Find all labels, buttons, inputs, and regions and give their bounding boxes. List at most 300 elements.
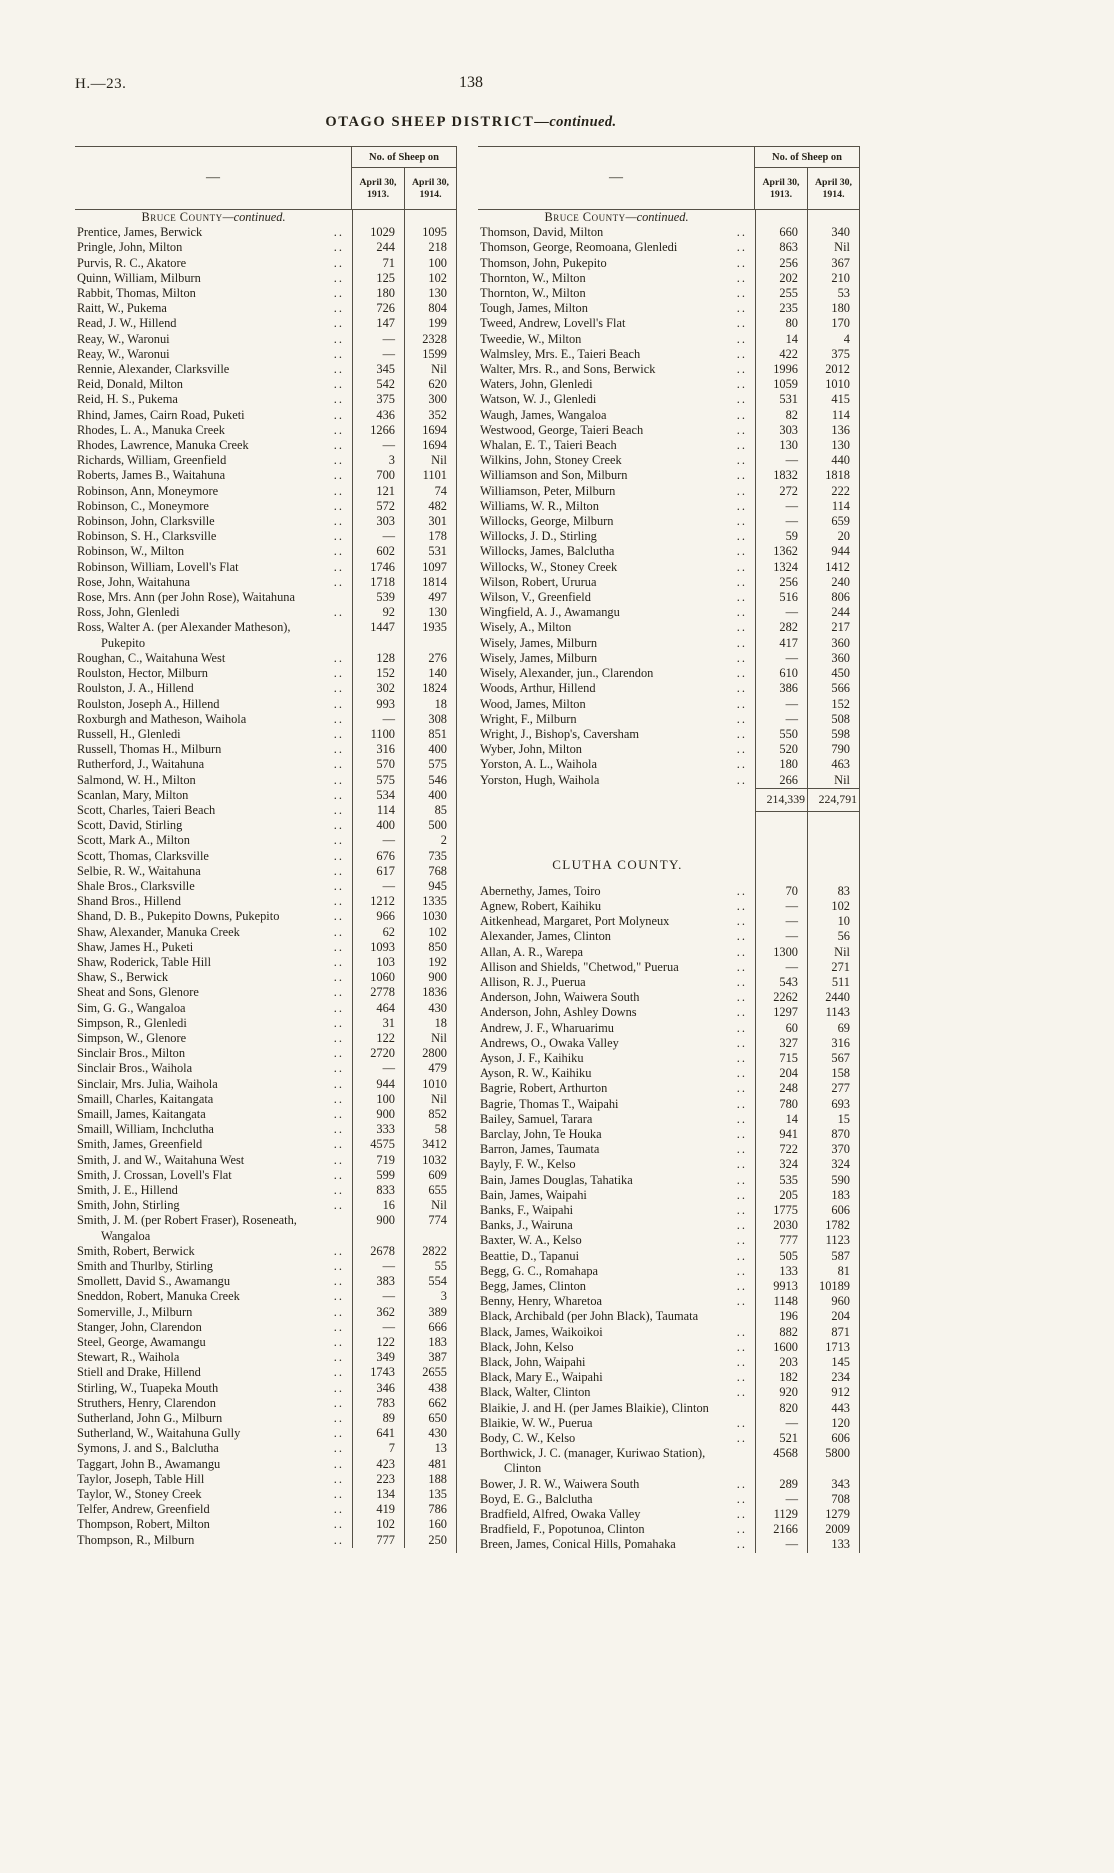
sheep-1913: 205 — [755, 1188, 807, 1203]
owner-name: Scott, Charles, Taieri Beach — [77, 802, 216, 817]
owner-name-cell — [478, 1051, 755, 1066]
dot-leader: .. — [333, 1091, 344, 1106]
dot-leader: .. — [333, 1517, 344, 1532]
sheep-1913: 900 — [352, 1213, 404, 1243]
sheep-1914: 1412 — [807, 560, 859, 575]
dot-leader: .. — [736, 225, 747, 240]
sheep-1913: 1266 — [352, 423, 404, 438]
sheep-1913: 1129 — [755, 1507, 807, 1522]
owner-name: Wilson, V., Greenfield — [480, 590, 591, 605]
sheep-1914: 2440 — [807, 990, 859, 1005]
owner-name: Rabbit, Thomas, Milton — [77, 286, 196, 301]
dot-leader: .. — [736, 316, 747, 331]
dot-leader: .. — [736, 620, 747, 635]
sheep-1913: 14 — [755, 1112, 807, 1127]
owner-name-cell — [75, 1107, 352, 1122]
owner-name-cell — [75, 286, 352, 301]
sheep-1913: 122 — [352, 1031, 404, 1046]
owner-name-cell — [478, 575, 755, 590]
owner-name-cell — [478, 1081, 755, 1096]
dot-leader: .. — [736, 1096, 747, 1111]
table-row — [478, 960, 859, 975]
owner-name: Bradfield, Alfred, Owaka Valley — [480, 1507, 641, 1522]
owner-name: Smith, J. and W., Waitahuna West — [77, 1152, 245, 1167]
owner-name-cell — [75, 1487, 352, 1502]
owner-name-cell — [75, 1016, 352, 1031]
sheep-1913: 303 — [755, 423, 807, 438]
table-row — [478, 1173, 859, 1188]
sheep-1913: 82 — [755, 408, 807, 423]
owner-name: Shaw, Roderick, Table Hill — [77, 954, 212, 969]
section-label — [478, 210, 755, 225]
dot-leader: .. — [736, 1339, 747, 1354]
owner-name: Bagrie, Robert, Arthurton — [480, 1081, 608, 1096]
dot-leader: .. — [333, 985, 344, 1000]
table-row — [75, 712, 456, 727]
owner-name-cell — [478, 362, 755, 377]
owner-name-cell — [75, 1320, 352, 1335]
table-row — [75, 1274, 456, 1289]
sheep-1914: 606 — [807, 1431, 859, 1446]
table-row — [75, 468, 456, 483]
dot-leader: .. — [736, 605, 747, 620]
document-title-suffix: —continued. — [534, 114, 617, 130]
dot-leader: .. — [333, 666, 344, 681]
dot-leader: .. — [333, 878, 344, 893]
dot-leader: .. — [736, 1035, 747, 1050]
table-row — [75, 423, 456, 438]
owner-name: Prentice, James, Berwick — [77, 225, 203, 240]
owner-name: Begg, James, Clinton — [480, 1279, 587, 1293]
owner-name: Abernethy, James, Toiro — [480, 883, 601, 898]
sheep-1913: 617 — [352, 864, 404, 879]
owner-name: Beattie, D., Tapanui — [480, 1248, 580, 1263]
sheep-1913: 248 — [755, 1081, 807, 1096]
dot-leader: .. — [333, 772, 344, 787]
sheep-1913: — — [755, 453, 807, 468]
sheep-1913: 134 — [352, 1487, 404, 1502]
dot-leader: .. — [736, 974, 747, 989]
dot-leader: .. — [736, 514, 747, 529]
table-row — [75, 1457, 456, 1472]
owner-name-cell — [75, 1061, 352, 1076]
sheep-1913: 534 — [352, 788, 404, 803]
owner-name-cell — [75, 1396, 352, 1411]
dot-leader: .. — [333, 544, 344, 559]
sheep-1913: 180 — [755, 757, 807, 772]
sheep-1913: — — [755, 514, 807, 529]
owner-name-cell — [75, 316, 352, 331]
sheep-1913: 324 — [755, 1157, 807, 1172]
owner-name-cell — [478, 408, 755, 423]
dot-leader: .. — [333, 1015, 344, 1030]
owner-name-cell — [478, 1477, 755, 1492]
dot-leader: .. — [736, 301, 747, 316]
sheep-1913: 863 — [755, 240, 807, 255]
table-row — [75, 833, 456, 848]
dot-leader: .. — [333, 787, 344, 802]
sheep-1914: 440 — [807, 453, 859, 468]
county-section-header — [75, 210, 456, 225]
sheep-1914: 546 — [404, 773, 456, 788]
owner-name-cell — [478, 1066, 755, 1081]
owner-name-cell — [478, 453, 755, 468]
owner-name-cell — [75, 1259, 352, 1274]
sheep-1913: — — [755, 1416, 807, 1431]
sheep-1913: 125 — [352, 271, 404, 286]
april-1913-header: April 30, 1913. — [359, 176, 397, 200]
sheep-1913: 783 — [352, 1396, 404, 1411]
sheep-1913: 152 — [352, 666, 404, 681]
sheep-1914: 851 — [404, 727, 456, 742]
sheep-1914: 271 — [807, 960, 859, 975]
sheep-1913: 833 — [352, 1183, 404, 1198]
sheep-1913: — — [352, 712, 404, 727]
sheep-1913: 543 — [755, 975, 807, 990]
sheep-1913: — — [352, 879, 404, 894]
sheep-1914: 13 — [404, 1441, 456, 1456]
owner-name-cell — [75, 925, 352, 940]
dot-leader: .. — [736, 407, 747, 422]
sheep-1913: 147 — [352, 316, 404, 331]
sheep-1913: 2720 — [352, 1046, 404, 1061]
table-row — [478, 453, 859, 468]
table-row — [478, 1492, 859, 1507]
sheep-1913: 520 — [755, 742, 807, 757]
sheep-1914: 566 — [807, 681, 859, 696]
owner-name: Symons, J. and S., Balclutha — [77, 1441, 219, 1456]
sheep-1914: 1279 — [807, 1507, 859, 1522]
sheep-1913: 1996 — [755, 362, 807, 377]
sheep-1914: 130 — [404, 605, 456, 620]
table-row — [478, 1112, 859, 1127]
sheep-1913: 327 — [755, 1036, 807, 1051]
owner-name-cell — [478, 1416, 755, 1431]
owner-name: Thomson, David, Milton — [480, 225, 604, 240]
dot-leader: .. — [333, 483, 344, 498]
owner-name-cell — [75, 377, 352, 392]
sheep-1914: 183 — [404, 1335, 456, 1350]
dot-leader: .. — [333, 468, 344, 483]
sheep-1914: 790 — [807, 742, 859, 757]
owner-name: Smaill, Charles, Kaitangata — [77, 1091, 214, 1106]
owner-name: Rhodes, L. A., Manuka Creek — [77, 422, 225, 437]
table-row — [75, 742, 456, 757]
sheep-1913: 102 — [352, 1517, 404, 1532]
sheep-1914: 850 — [404, 940, 456, 955]
owner-name-cell — [478, 1249, 755, 1264]
owner-name: Shaw, James H., Puketi — [77, 939, 194, 954]
sheep-1914: 463 — [807, 757, 859, 772]
total-sheep-1913: 214,339 — [755, 788, 807, 812]
table-row — [478, 1066, 859, 1081]
sheep-1914: 136 — [807, 423, 859, 438]
dot-leader: .. — [333, 1152, 344, 1167]
sheep-1913: — — [352, 1061, 404, 1076]
table-row — [478, 271, 859, 286]
dot-leader: .. — [736, 1324, 747, 1339]
sheep-1913: 780 — [755, 1097, 807, 1112]
dot-leader: .. — [736, 742, 747, 757]
dot-leader: .. — [736, 1522, 747, 1537]
sheep-1914: Nil — [807, 945, 859, 960]
owner-name-cell — [478, 712, 755, 727]
sheep-1914: 806 — [807, 590, 859, 605]
owner-name: Robinson, William, Lovell's Flat — [77, 559, 239, 574]
owner-name: Purvis, R. C., Akatore — [77, 255, 187, 270]
sheep-1913: 80 — [755, 316, 807, 331]
sheep-1914: 1032 — [404, 1153, 456, 1168]
table-row — [478, 377, 859, 392]
section-label-text: Bruce County — [544, 210, 626, 224]
sheep-1914: 1335 — [404, 894, 456, 909]
owner-name: Roulston, Joseph A., Hillend — [77, 696, 220, 711]
document-reference: H.—23. — [75, 76, 127, 92]
owner-name: Watson, W. J., Glenledi — [480, 392, 597, 407]
table-row — [478, 1477, 859, 1492]
sheep-1914: 18 — [404, 697, 456, 712]
sheep-1914: 1101 — [404, 468, 456, 483]
sheep-1914: 114 — [807, 408, 859, 423]
sheep-1913: 417 — [755, 636, 807, 651]
table-row — [478, 1188, 859, 1203]
sheep-1914: 1713 — [807, 1340, 859, 1355]
owner-name: Breen, James, Conical Hills, Pomahaka — [480, 1537, 676, 1552]
table-row — [75, 849, 456, 864]
owner-name: Rutherford, J., Waitahuna — [77, 757, 205, 772]
dot-leader: .. — [333, 802, 344, 817]
owner-name: Scott, Mark A., Milton — [77, 833, 190, 848]
owner-name: Barron, James, Taumata — [480, 1142, 600, 1157]
table-row — [75, 1502, 456, 1517]
sheep-1914: 774 — [404, 1213, 456, 1243]
sheep-1914: 2328 — [404, 332, 456, 347]
sheep-1913: 282 — [755, 620, 807, 635]
sheep-1913: 966 — [352, 909, 404, 924]
total-sheep-1914: 224,791 — [807, 788, 859, 812]
sheep-1913: 1743 — [352, 1365, 404, 1380]
table-row — [478, 408, 859, 423]
owner-name: Scanlan, Mary, Milton — [77, 787, 189, 802]
sheep-1913: 303 — [352, 514, 404, 529]
table-row — [75, 240, 456, 255]
dot-leader: .. — [736, 772, 747, 787]
sheep-1914: 500 — [404, 818, 456, 833]
owner-name-cell — [478, 757, 755, 772]
dot-leader: .. — [736, 696, 747, 711]
table-row — [75, 1320, 456, 1335]
owner-name: Smaill, James, Kaitangata — [77, 1106, 206, 1121]
owner-name: Reay, W., Waronui — [77, 331, 170, 346]
owner-name: Rose, John, Waitahuna — [77, 574, 191, 589]
sheep-1913: 9913 — [755, 1279, 807, 1294]
owner-name: Blaikie, W. W., Puerua — [480, 1415, 593, 1430]
owner-name-cell — [75, 681, 352, 696]
sheep-1913: 539 — [352, 590, 404, 605]
table-row — [75, 225, 456, 240]
sheep-1913: 3 — [352, 453, 404, 468]
table-row — [478, 468, 859, 483]
table-body-right — [478, 210, 859, 1553]
owner-name-cell — [75, 544, 352, 559]
owner-name: Boyd, E. G., Balclutha — [480, 1491, 593, 1506]
owner-name: Telfer, Andrew, Greenfield — [77, 1502, 210, 1517]
table-row — [75, 818, 456, 833]
dot-leader: .. — [736, 726, 747, 741]
dot-leader: .. — [736, 1202, 747, 1217]
sheep-1913: 244 — [352, 240, 404, 255]
sheep-1914: 183 — [807, 1188, 859, 1203]
sheep-1914: 133 — [807, 1537, 859, 1552]
table-row — [75, 757, 456, 772]
owner-name-cell — [478, 392, 755, 407]
dot-leader: .. — [333, 1167, 344, 1182]
owner-name-continuation: Wangaloa — [101, 1228, 151, 1243]
sheep-1914: 650 — [404, 1411, 456, 1426]
owner-name-cell — [478, 225, 755, 240]
sheep-1914: 20 — [807, 529, 859, 544]
sheep-1914: 912 — [807, 1385, 859, 1400]
dot-leader: .. — [333, 316, 344, 331]
table-row — [75, 666, 456, 681]
sheep-1913: 777 — [755, 1233, 807, 1248]
owner-name: Blaikie, J. and H. (per James Blaikie), Clinton — [480, 1400, 709, 1415]
table-row — [478, 605, 859, 620]
table-row — [75, 803, 456, 818]
owner-name: Sheat and Sons, Glenore — [77, 985, 199, 1000]
date-headers — [755, 168, 859, 209]
sheep-1914: 1824 — [404, 681, 456, 696]
owner-name: Roberts, James B., Waitahuna — [77, 468, 226, 483]
april-1913-header: April 30, 1913. — [762, 176, 800, 200]
table-row — [478, 1203, 859, 1218]
sheep-1913: 375 — [352, 392, 404, 407]
dot-leader: .. — [736, 1431, 747, 1446]
table-row — [478, 332, 859, 347]
sheep-1913: 203 — [755, 1355, 807, 1370]
sheep-1914: 786 — [404, 1502, 456, 1517]
sheep-1914: 945 — [404, 879, 456, 894]
sheep-1913: 422 — [755, 347, 807, 362]
owner-name: Ayson, J. F., Kaihiku — [480, 1050, 584, 1065]
dot-leader: .. — [333, 1274, 344, 1289]
date-headers — [352, 168, 456, 209]
owner-name: Smith, J. E., Hillend — [77, 1183, 178, 1197]
dot-leader: .. — [333, 514, 344, 529]
sheep-1913: — — [755, 1492, 807, 1507]
sheep-1913: 62 — [352, 925, 404, 940]
owner-name: Sutherland, John G., Milburn — [77, 1411, 223, 1426]
owner-name: Rhind, James, Cairn Road, Puketi — [77, 407, 245, 422]
owner-name-cell — [75, 818, 352, 833]
dot-leader: .. — [333, 1365, 344, 1380]
sheep-1914: 450 — [807, 666, 859, 681]
owner-name-cell — [75, 849, 352, 864]
owner-name-cell — [478, 1446, 755, 1476]
owner-name-cell — [75, 833, 352, 848]
sheep-1914: 222 — [807, 484, 859, 499]
dot-leader: .. — [333, 1198, 344, 1213]
owner-name: Pringle, John, Milton — [77, 240, 183, 255]
table-row — [478, 423, 859, 438]
dot-leader: .. — [736, 1476, 747, 1491]
sheep-1914: 367 — [807, 256, 859, 271]
sheep-1913: 941 — [755, 1127, 807, 1142]
table-row — [478, 1385, 859, 1400]
sheep-1914: 204 — [807, 1309, 859, 1324]
owner-name: Thomson, John, Pukepito — [480, 255, 607, 270]
owner-name: Simpson, R., Glenledi — [77, 1015, 187, 1030]
sheep-1913: 89 — [352, 1411, 404, 1426]
table-row — [75, 651, 456, 666]
owner-name: Reay, W., Waronui — [77, 346, 170, 361]
owner-name-cell — [75, 1426, 352, 1441]
dot-leader: .. — [736, 1157, 747, 1172]
owner-name-cell — [75, 301, 352, 316]
sheep-1913: 103 — [352, 955, 404, 970]
sheep-1913: 14 — [755, 332, 807, 347]
dot-leader: .. — [333, 392, 344, 407]
dot-leader: .. — [736, 1491, 747, 1506]
owner-name: Shand Bros., Hillend — [77, 894, 181, 909]
sheep-1914: Nil — [807, 240, 859, 255]
dot-leader: .. — [333, 939, 344, 954]
sheep-1914: 659 — [807, 514, 859, 529]
table-row — [75, 1365, 456, 1380]
dot-leader: .. — [333, 225, 344, 240]
sheep-1914: 360 — [807, 636, 859, 651]
owner-name-cell — [478, 286, 755, 301]
owner-name-cell — [478, 945, 755, 960]
sheep-1914: 324 — [807, 1157, 859, 1172]
sheep-1914: 2800 — [404, 1046, 456, 1061]
sheep-1913: 436 — [352, 408, 404, 423]
dot-leader: .. — [736, 574, 747, 589]
sheep-1913: 345 — [352, 362, 404, 377]
owner-name: Wingfield, A. J., Awamangu — [480, 605, 620, 620]
table-row — [478, 1355, 859, 1370]
table-row — [478, 438, 859, 453]
owner-name: Smith, James, Greenfield — [77, 1137, 203, 1152]
table-row — [478, 990, 859, 1005]
owner-name: Read, J. W., Hillend — [77, 316, 177, 331]
sheep-1913: 349 — [352, 1350, 404, 1365]
sheep-1914: 74 — [404, 484, 456, 499]
table-row — [75, 1031, 456, 1046]
section-label-text: CLUTHA COUNTY. — [552, 857, 683, 873]
dot-leader: .. — [736, 1537, 747, 1552]
sheep-1913: 715 — [755, 1051, 807, 1066]
owner-name: Steel, George, Awamangu — [77, 1335, 206, 1350]
owner-name-cell — [75, 514, 352, 529]
table-row — [75, 1289, 456, 1304]
dot-leader: .. — [736, 1263, 747, 1278]
sheep-1913: 383 — [352, 1274, 404, 1289]
owner-name: Bagrie, Thomas T., Waipahi — [480, 1096, 619, 1111]
owner-name: Ayson, R. W., Kaihiku — [480, 1066, 592, 1081]
dot-leader: .. — [333, 422, 344, 437]
sheep-1913: 726 — [352, 301, 404, 316]
sheep-1914: 300 — [404, 392, 456, 407]
table-row — [75, 271, 456, 286]
sheep-1914: 587 — [807, 1249, 859, 1264]
owner-name: Sutherland, W., Waitahuna Gully — [77, 1426, 241, 1441]
sheep-1914: 100 — [404, 256, 456, 271]
sheep-1914: 567 — [807, 1051, 859, 1066]
sheep-1914: 316 — [807, 1036, 859, 1051]
sheep-1913: 1093 — [352, 940, 404, 955]
sheep-1913: 1718 — [352, 575, 404, 590]
